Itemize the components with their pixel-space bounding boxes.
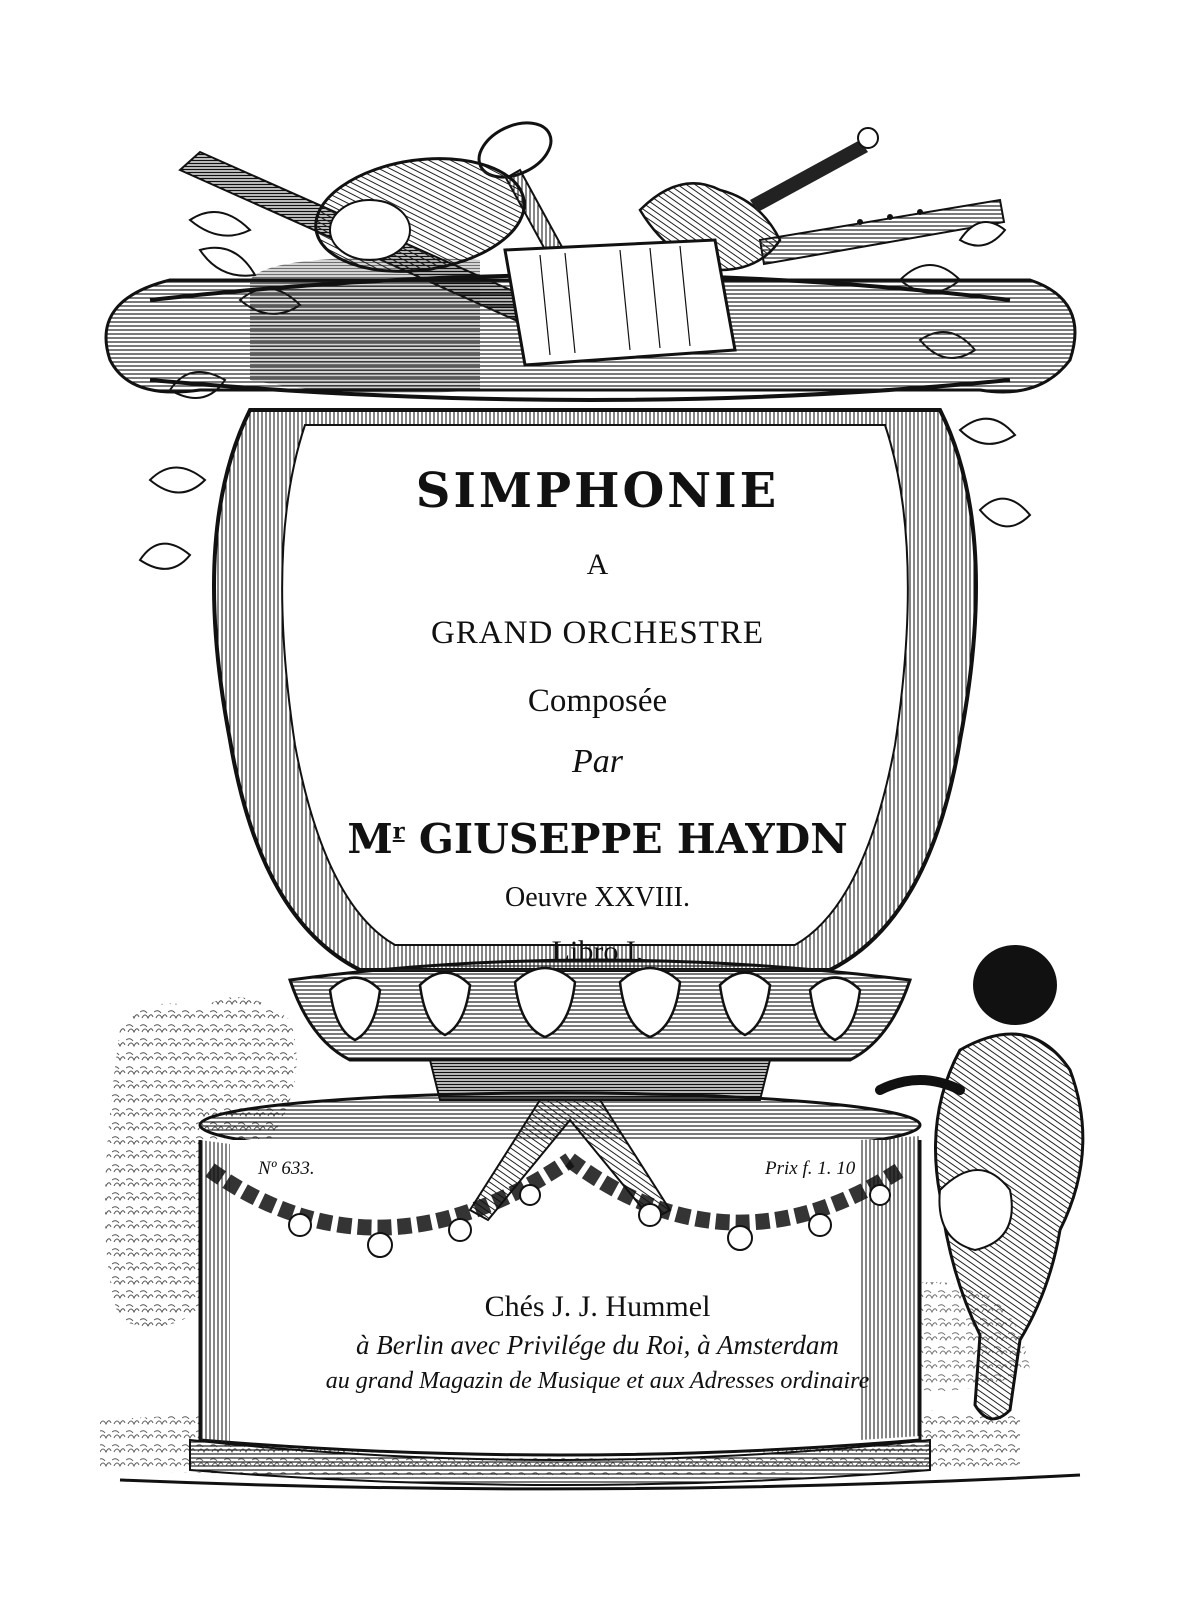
title: SIMPHONIE (415, 463, 780, 519)
publisher: Chés J. J. Hummel (484, 1290, 711, 1323)
title-a: A (586, 548, 609, 581)
composer-prefix: M (347, 815, 393, 863)
composer-prefix-sup: r (392, 818, 405, 845)
price: Prix f. 1. 10 (765, 1158, 856, 1179)
composer-full-name: GIUSEPPE HAYDN (418, 815, 848, 863)
par-label: Par (572, 743, 623, 780)
imprint-line-1: à Berlin avec Privilége du Roi, à Amsterdam (356, 1330, 839, 1360)
opus-number: Oeuvre XXVIII. (504, 882, 691, 913)
imprint-line-2: au grand Magazin de Musique et aux Adresses ordinaire (325, 1368, 870, 1394)
plate-number: Nº 633. (258, 1158, 315, 1179)
composed-label: Composée (527, 683, 668, 719)
subtitle: GRAND ORCHESTRE (430, 615, 765, 651)
pedestal (190, 1093, 930, 1485)
book-number: Libro I. (551, 935, 644, 968)
composer-name (0, 815, 1195, 863)
